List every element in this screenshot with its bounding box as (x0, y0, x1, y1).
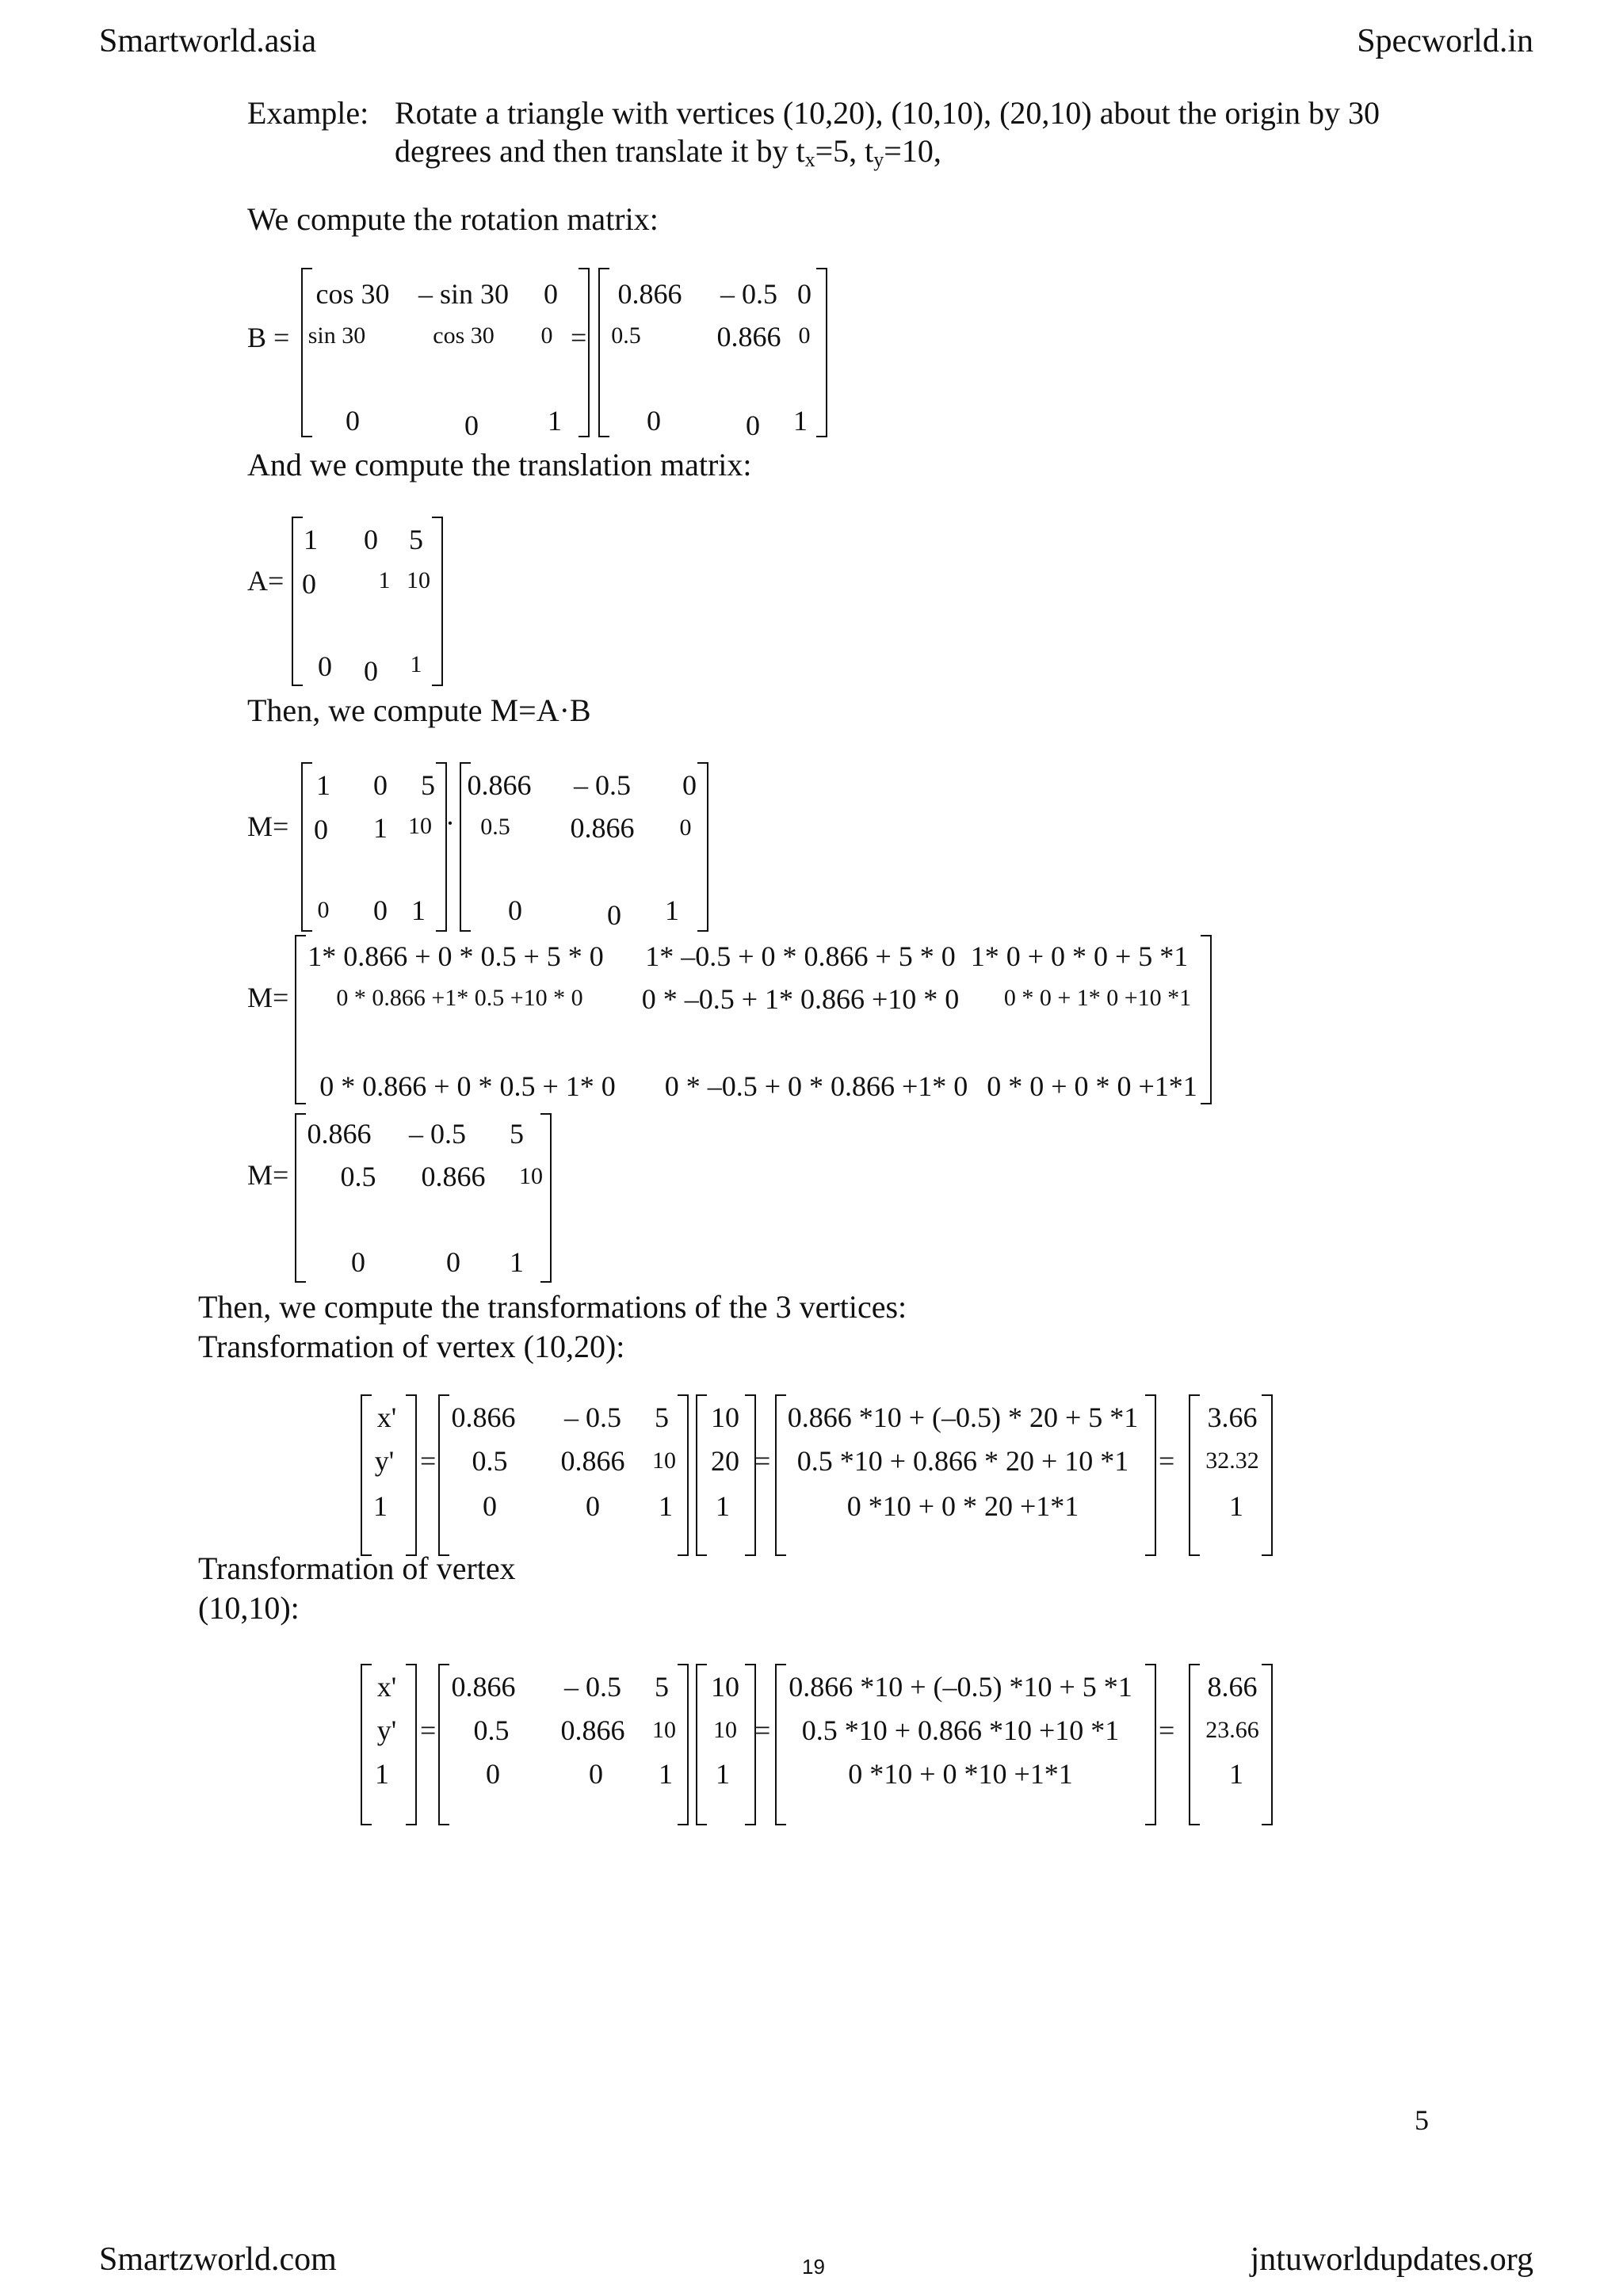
matrix-cell: 0 (351, 1246, 365, 1278)
matrix-cell: 5 (421, 769, 435, 801)
matrix-cell: 0 *10 + 0 *10 +1*1 (848, 1758, 1073, 1790)
matrix-cell: 10 (652, 1447, 676, 1474)
matrix-cell: 20 (711, 1445, 739, 1477)
matrix-cell: 0 (317, 897, 330, 923)
matrix-cell: y' (374, 1445, 395, 1477)
matrix-cell: cos 30 (433, 322, 495, 349)
example-line-1: Rotate a triangle with vertices (10,20), (10,10), (20,10) about the origin by 30 (395, 95, 1381, 131)
matrix-cell: 0 (314, 814, 328, 845)
matrix-cell: 0 * –0.5 + 0 * 0.866 +1* 0 (664, 1070, 968, 1102)
v1-expanded-left-bracket (775, 1394, 786, 1556)
matrix-a-right-bracket (432, 517, 443, 686)
matrix-cell: 1 (375, 1758, 389, 1790)
matrix-a-label: A= (247, 565, 285, 597)
matrix-a2-left-bracket (301, 762, 312, 932)
matrix-cell: 1 (716, 1490, 730, 1522)
vertices-intro: Then, we compute the transformations of the 3 vertices: (198, 1289, 907, 1325)
matrix-cell: 5 (655, 1402, 669, 1433)
matrix-cell: x' (376, 1671, 397, 1703)
matrix-cell: 0 (302, 568, 316, 600)
matrix-cell: 0 * 0.866 +1* 0.5 +10 * 0 (336, 985, 583, 1011)
matrix-cell: 0.866 (307, 1118, 372, 1150)
matrix-cell: 0.866 (467, 769, 532, 801)
equals-sign: = (571, 322, 587, 353)
vertex-2-title-line-1: Transformation of vertex (198, 1550, 516, 1586)
matrix-cell: 5 (409, 524, 423, 555)
matrix-cell: 0 (318, 650, 332, 682)
matrix-cell: 0 (798, 322, 811, 349)
v1-equals-1: = (420, 1445, 437, 1477)
matrix-cell: 10 (407, 567, 430, 593)
matrix-b-sym-left-bracket (301, 268, 312, 437)
matrix-a-left-bracket (292, 517, 303, 686)
matrix-cell: 1 (316, 769, 330, 801)
matrix-b-num-left-bracket (598, 268, 609, 437)
header-left-site: Smartworld.asia (99, 23, 317, 59)
matrix-cell: 1 (373, 1490, 388, 1522)
v1-equals-2: = (754, 1445, 771, 1477)
matrix-cell: 0.866 (451, 1402, 516, 1433)
matrix-cell: 5 (655, 1671, 669, 1703)
matrix-cell: 1 (304, 524, 318, 555)
matrix-cell: sin 30 (307, 322, 366, 349)
v1-m-right-bracket (678, 1394, 689, 1556)
matrix-cell: 3.66 (1207, 1402, 1258, 1433)
matrix-cell: 10 (711, 1671, 739, 1703)
translation-intro: And we compute the translation matrix: (247, 447, 752, 482)
v1-result-right-bracket (1262, 1394, 1273, 1556)
matrix-cell: 0.5 *10 + 0.866 *10 +10 *1 (801, 1714, 1120, 1746)
matrix-cell: 1 (510, 1246, 524, 1278)
matrix-cell: – sin 30 (418, 278, 510, 310)
matrix-cell: y' (376, 1714, 397, 1746)
v1-xyz-left-bracket (361, 1394, 372, 1556)
matrix-cell: 10 (519, 1163, 543, 1189)
matrix-cell: 0.5 (480, 814, 510, 840)
matrix-cell: 0.866 (421, 1161, 486, 1192)
matrix-cell: 1 (793, 405, 808, 437)
matrix-cell: 0.866 (716, 321, 781, 353)
example-line-2: degrees and then translate it by $t_x=5$, $t_y=10$, (395, 133, 941, 171)
footer-left-site: Smartzworld.com (99, 2241, 337, 2278)
matrix-cell: – 0.5 (564, 1671, 621, 1703)
v1-xyz-right-bracket (406, 1394, 417, 1556)
matrix-cell: 0.866 *10 + (–0.5) * 20 + 5 *1 (787, 1402, 1139, 1433)
matrix-cell: 0 * 0.866 + 0 * 0.5 + 1* 0 (319, 1070, 616, 1102)
matrix-cell: 0.5 *10 + 0.866 * 20 + 10 *1 (796, 1445, 1129, 1477)
matrix-cell: – 0.5 (720, 278, 777, 310)
header-right-site: Specworld.in (1357, 23, 1533, 59)
matrix-cell: 0 * –0.5 + 1* 0.866 +10 * 0 (641, 983, 960, 1015)
matrix-cell: 1 (378, 567, 391, 593)
matrix-m-result-label: M= (247, 1159, 289, 1191)
matrix-b-num-right-bracket (816, 268, 827, 437)
v2-equals-2: = (754, 1714, 771, 1746)
matrix-b-label: B = (247, 322, 290, 353)
matrix-cell: 10 (711, 1402, 739, 1433)
matrix-cell: 0 (373, 894, 388, 926)
matrix-cell: 0.866 (560, 1714, 625, 1746)
matrix-cell: 0.866 (570, 812, 635, 844)
matrix-cell: 0 (797, 278, 812, 310)
matrix-cell: 0 (446, 1246, 460, 1278)
matrix-cell: 0 (540, 322, 553, 349)
v1-m-left-bracket (438, 1394, 449, 1556)
v2-expanded-left-bracket (775, 1664, 786, 1825)
matrix-cell: 1 (411, 894, 426, 926)
matrix-cell: 0 (486, 1758, 500, 1790)
v1-equals-3: = (1159, 1445, 1175, 1477)
matrix-cell: 32.32 (1205, 1447, 1259, 1474)
matrix-cell: 0 (483, 1490, 497, 1522)
matrix-cell: 1 (665, 894, 679, 926)
matrix-cell: – 0.5 (409, 1118, 466, 1150)
matrix-m-result-right-bracket (540, 1113, 552, 1283)
v2-input-left-bracket (696, 1664, 707, 1825)
matrix-cell: 1 (1229, 1490, 1243, 1522)
matrix-cell: – 0.5 (574, 769, 631, 801)
v2-xyz-right-bracket (406, 1664, 417, 1825)
v2-result-left-bracket (1189, 1664, 1200, 1825)
matrix-cell: 0 (373, 769, 388, 801)
matrix-cell: 8.66 (1207, 1671, 1258, 1703)
multiply-dot: · (445, 807, 455, 839)
matrix-cell: 0 (346, 405, 360, 437)
matrix-cell: 0.5 (611, 322, 641, 349)
matrix-cell: 1* –0.5 + 0 * 0.866 + 5 * 0 (645, 940, 956, 972)
matrix-cell: 1 (716, 1758, 730, 1790)
matrix-m-expanded-right-bracket (1201, 935, 1212, 1104)
matrix-cell: 10 (713, 1717, 737, 1743)
vertex-2-title-line-2: (10,10): (198, 1590, 300, 1626)
matrix-cell: 1 (659, 1490, 673, 1522)
matrix-cell: 0.5 (472, 1445, 508, 1477)
matrix-cell: 0 * 0 + 1* 0 +10 *1 (1003, 985, 1192, 1011)
matrix-cell: 0 * 0 + 0 * 0 +1*1 (987, 1070, 1197, 1102)
matrix-cell: cos 30 (315, 278, 390, 310)
matrix-cell: 0 (544, 278, 558, 310)
matrix-cell: 0.866 (560, 1445, 625, 1477)
matrix-cell: 0.5 (340, 1161, 376, 1192)
matrix-cell: 0 (746, 410, 760, 441)
matrix-cell: 0 (647, 405, 661, 437)
matrix-cell: 0 (586, 1490, 600, 1522)
matrix-cell: 1 (410, 651, 422, 677)
matrix-m-expanded-left-bracket (295, 935, 306, 1104)
matrix-cell: 0 *10 + 0 * 20 +1*1 (846, 1490, 1079, 1522)
v1-expanded-right-bracket (1145, 1394, 1156, 1556)
example-label: Example: (247, 95, 369, 131)
matrix-cell: 10 (408, 813, 432, 839)
matrix-cell: 10 (652, 1717, 676, 1743)
compute-m-intro: Then, we compute M=A·B (247, 692, 591, 728)
footer-right-site: jntuworldupdates.org (1250, 2241, 1533, 2278)
matrix-cell: 1* 0 + 0 * 0 + 5 *1 (970, 940, 1189, 972)
rotation-intro: We compute the rotation matrix: (247, 201, 659, 237)
matrix-cell: 0 (679, 814, 692, 841)
matrix-cell: 0.866 *10 + (–0.5) *10 + 5 *1 (789, 1671, 1132, 1703)
matrix-cell: 0.5 (473, 1714, 510, 1746)
v2-equals-3: = (1159, 1714, 1175, 1746)
matrix-cell: – 0.5 (564, 1402, 621, 1433)
v2-xyz-left-bracket (361, 1664, 372, 1825)
matrix-a2-right-bracket (436, 762, 447, 932)
matrix-cell: 0.866 (617, 278, 682, 310)
matrix-cell: 0 (607, 899, 621, 931)
v2-m-left-bracket (438, 1664, 449, 1825)
v2-m-right-bracket (678, 1664, 689, 1825)
matrix-cell: 1* 0.866 + 0 * 0.5 + 5 * 0 (307, 940, 604, 972)
v2-expanded-right-bracket (1145, 1664, 1156, 1825)
matrix-cell: 0 (464, 410, 479, 441)
footer-page-index: 19 (802, 2255, 825, 2279)
page-number: 5 (1415, 2104, 1429, 2136)
matrix-m-result-left-bracket (295, 1113, 306, 1283)
matrix-cell: 0.866 (451, 1671, 516, 1703)
matrix-cell: 1 (659, 1758, 673, 1790)
matrix-cell: 1 (1229, 1758, 1243, 1790)
matrix-cell: 0 (682, 769, 697, 801)
matrix-cell: 0 (589, 1758, 603, 1790)
v2-result-right-bracket (1262, 1664, 1273, 1825)
matrix-cell: 1 (373, 812, 388, 844)
matrix-cell: 0 (508, 894, 522, 926)
matrix-cell: 0 (364, 655, 378, 687)
v1-result-left-bracket (1189, 1394, 1200, 1556)
matrix-m-expanded-label: M= (247, 982, 289, 1013)
matrix-b2-right-bracket (697, 762, 708, 932)
matrix-cell: 0 (364, 524, 378, 555)
v2-equals-1: = (420, 1714, 437, 1746)
matrix-cell: 23.66 (1205, 1717, 1259, 1743)
matrix-m-label: M= (247, 810, 289, 842)
v1-input-left-bracket (696, 1394, 707, 1556)
vertex-1-title: Transformation of vertex (10,20): (198, 1329, 625, 1364)
matrix-cell: 1 (548, 405, 562, 437)
matrix-cell: x' (376, 1402, 397, 1433)
matrix-cell: 5 (510, 1118, 524, 1150)
